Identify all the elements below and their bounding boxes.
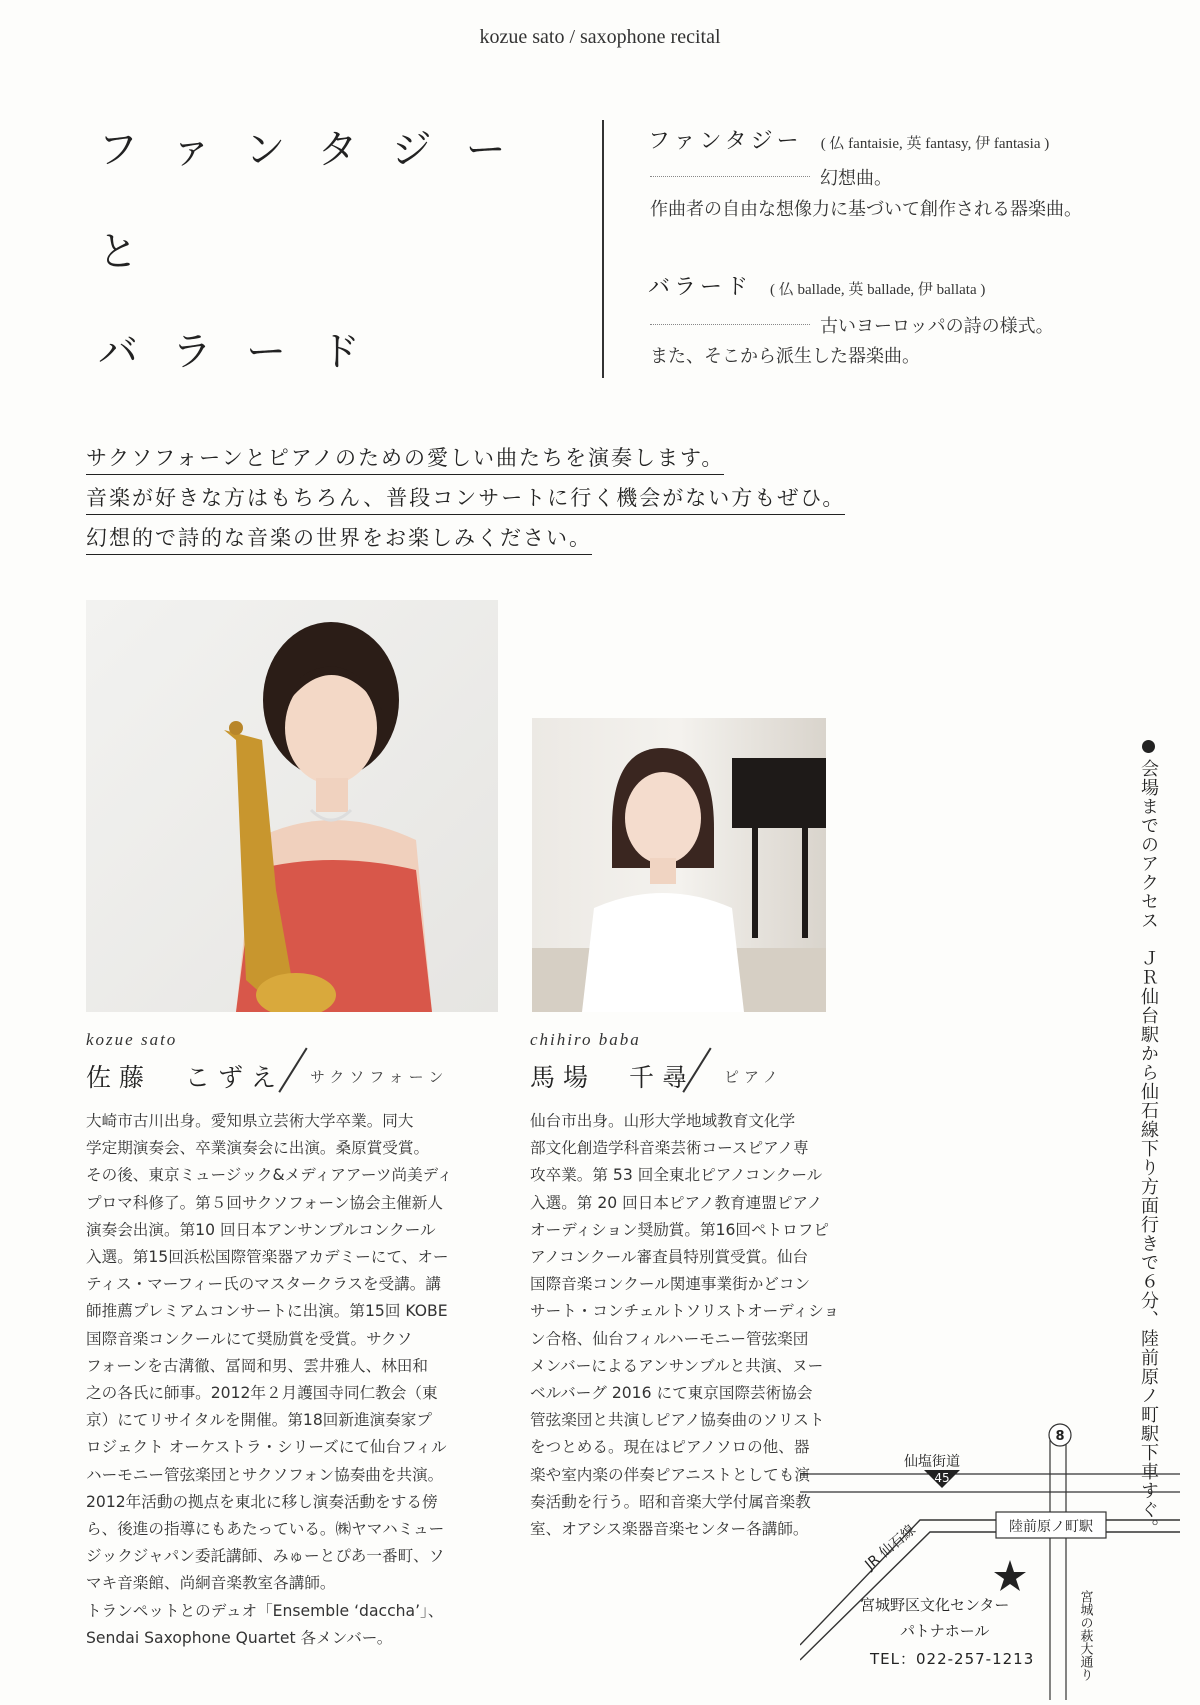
- venue-name: 宮城野区文化センター: [860, 1596, 1010, 1614]
- road-hagi-label: 宮城の萩大通り: [1077, 1590, 1093, 1681]
- bio-line: フォーンを古溝徹、冨岡和男、雲井雅人、林田和: [86, 1356, 428, 1375]
- definition-line: 幻想曲。: [820, 168, 892, 189]
- bio-line: 仙台市出身。山形大学地域教育文化学: [530, 1112, 796, 1130]
- route-45-label: 45: [934, 1471, 950, 1485]
- bio-line: マキ音楽館、尚絅音楽教室各講師。: [86, 1574, 336, 1593]
- definition-term-text: ファンタジー: [648, 129, 803, 154]
- bio-line: プロマ科修了。第５回サクソフォーン協会主催新人: [86, 1193, 443, 1212]
- access-info: [1137, 740, 1159, 1538]
- intro-line: サクソフォーンとピアノのための愛しい曲たちを演奏します。: [86, 442, 724, 475]
- definition-term-ballade: [648, 270, 985, 301]
- venue-hall: パトナホール: [900, 1622, 990, 1640]
- bio-line: 管弦楽団と共演しピアノ協奏曲のソリスト: [530, 1411, 825, 1430]
- page-header: kozue sato / saxophone recital: [479, 26, 721, 48]
- intro-line: 音楽が好きな方はもちろん、普段コンサートに行く機会がない方もぜひ。: [86, 482, 845, 515]
- performer-name: 佐藤 こずえ: [86, 1063, 285, 1092]
- bio-line: 入選。第 20 回日本ピアノ教育連盟ピアノ: [530, 1193, 823, 1212]
- bio-line: Sendai Saxophone Quartet 各メンバー。: [86, 1628, 393, 1647]
- bio-line: オーディション奨励賞。第16回ペトロフピ: [530, 1220, 829, 1239]
- bio-line: をつとめる。現在はピアノソロの他、器: [530, 1438, 810, 1457]
- road-senshio-label: 仙塩街道: [904, 1454, 960, 1470]
- route-8-label: 8: [1055, 1429, 1065, 1444]
- bio-line: 室、オアシス楽器音楽センター各講師。: [530, 1520, 809, 1539]
- bio-line: 奏活動を行う。昭和音楽大学付属音楽教: [530, 1492, 811, 1511]
- bio-line: ン合格、仙台フィルハーモニー管弦楽団: [530, 1329, 809, 1348]
- definition-term-text: バラード: [648, 275, 753, 300]
- venue-tel: TEL：022-257-1213: [870, 1650, 1035, 1668]
- rail-jr-label: JR 仙石線: [862, 1522, 919, 1574]
- bio-line: ハーモニー管弦楽団とサクソフォン協奏曲を共演。: [86, 1465, 444, 1484]
- bio-line: 大崎市古川出身。愛知県立芸術大学卒業。同大: [86, 1112, 414, 1130]
- access-map: [800, 1420, 1200, 1705]
- bio-line: 楽や室内楽の伴奏ピアニストとしても演: [530, 1465, 810, 1484]
- definition-etymology: ( 仏 ballade, 英 ballade, 伊 ballata ): [770, 282, 986, 298]
- bio-line: サート・コンチェルトソリストオーディショ: [530, 1302, 840, 1321]
- bio-line: その後、東京ミュージック&メディアアーツ尚美ディ: [86, 1166, 453, 1185]
- bio-line: 学定期演奏会、卒業演奏会に出演。桑原賞受賞。: [86, 1139, 430, 1158]
- definition-line: 作曲者の自由な想像力に基づいて創作される器楽曲。: [650, 199, 1082, 220]
- bio-line: 京）にてリサイタルを開催。第18回新進演奏家プ: [86, 1411, 432, 1430]
- dotted-leader: [650, 324, 810, 325]
- access-text: 会場までのアクセス ＪＲ仙台駅から仙石線下り方面行きで６分、陸前原ノ町駅下車すぐ。: [1138, 759, 1159, 1538]
- bio-line: ティス・マーフィー氏のマスタークラスを受講。講: [86, 1275, 441, 1294]
- station-label: 陸前原ノ町駅: [1009, 1519, 1093, 1535]
- performer-role: ピアノ: [724, 1068, 783, 1086]
- definition-etymology: ( 仏 fantaisie, 英 fantasy, 伊 fantasia ): [820, 136, 1050, 152]
- bio-line: 師推薦プレミアムコンサートに出演。第15回 KOBE: [86, 1302, 448, 1321]
- photo-chihiro-baba: [532, 718, 826, 1012]
- bio-line: 2012年活動の拠点を東北に移し演奏活動をする傍: [86, 1492, 438, 1511]
- bio-line: 之の各氏に師事。2012年２月護国寺同仁教会（東: [86, 1384, 438, 1403]
- performer-role: サクソフォーン: [310, 1068, 449, 1086]
- bio-line: ロジェクト オーケストラ・シリーズにて仙台フィル: [86, 1438, 447, 1457]
- performer-romaji: kozue sato: [86, 1030, 178, 1049]
- vertical-divider: [602, 120, 604, 378]
- bio-line: 国際音楽コンクール関連事業街かどコン: [530, 1275, 811, 1294]
- title-line-ballade: バラード: [98, 329, 394, 375]
- performer-romaji: chihiro baba: [530, 1030, 641, 1049]
- bio-line: ベルバーグ 2016 にて東京国際芸術協会: [530, 1384, 813, 1403]
- performer-bio-kozue: [86, 1108, 453, 1652]
- bio-line: アノコンクール審査員特別賞受賞。仙台: [530, 1248, 809, 1267]
- performer-bio-chihiro: [530, 1108, 839, 1543]
- venue-star-icon: [994, 1560, 1026, 1591]
- intro-line: 幻想的で詩的な音楽の世界をお楽しみください。: [86, 522, 592, 555]
- dotted-leader: [650, 176, 810, 177]
- performer-name: 馬場 千尋: [530, 1063, 696, 1092]
- bio-line: 国際音楽コンクールにて奨励賞を受賞。サクソ: [86, 1329, 413, 1348]
- map-railway: [800, 1520, 1180, 1645]
- definition-line: 古いヨーロッパの詩の様式。: [820, 316, 1054, 337]
- title-line-fantasy: ファンタジー: [98, 127, 540, 173]
- bio-line: ジックジャパン委託講師、みゅーとぴあ一番町、ソ: [86, 1547, 445, 1566]
- photo-kozue-sato: [86, 600, 498, 1012]
- title-line-to: と: [98, 229, 172, 275]
- definition-term-fantasy: [648, 124, 1049, 155]
- definition-line: また、そこから派生した器楽曲。: [650, 346, 920, 367]
- bio-line: 攻卒業。第 53 回全東北ピアノコンクール: [530, 1166, 823, 1185]
- bio-line: ら、後進の指導にもあたっている。㈱ヤマハミュー: [86, 1520, 445, 1539]
- bio-line: 演奏会出演。第10 回日本アンサンブルコンクール: [86, 1220, 436, 1239]
- bio-line: メンバーによるアンサンブルと共演、ヌー: [530, 1356, 824, 1375]
- bio-line: 入選。第15回浜松国際管楽器アカデミーにて、オー: [86, 1248, 449, 1267]
- bullet-icon: [1142, 740, 1155, 753]
- bio-line: 部文化創造学科音楽芸術コースピアノ専: [530, 1139, 809, 1158]
- bio-line: トランペットとのデュオ「Ensemble ‘daccha’」、: [86, 1601, 444, 1620]
